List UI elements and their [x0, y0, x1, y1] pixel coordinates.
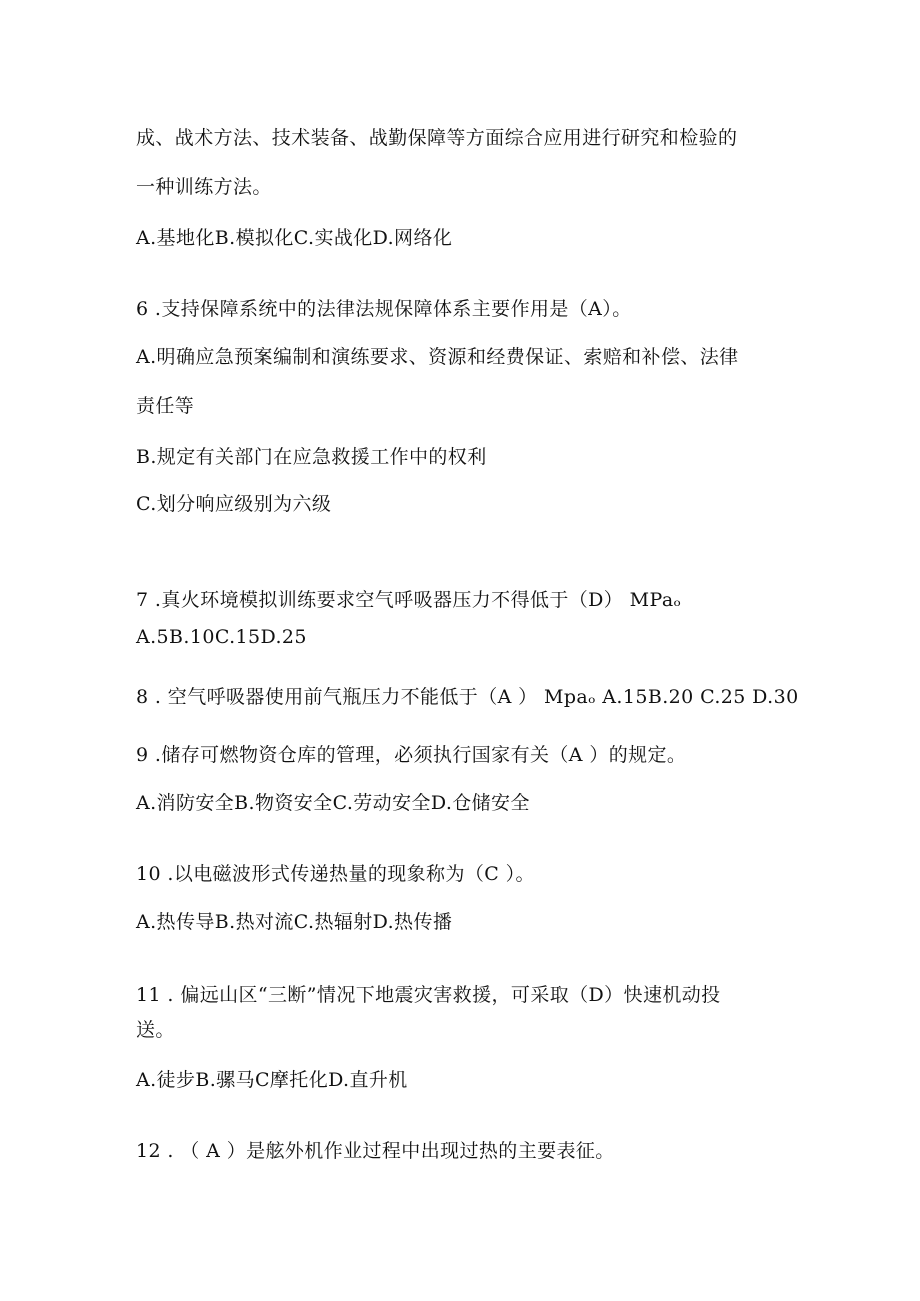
- question-5-text-line-1: 成、战术方法、技术装备、战勤保障等方面综合应用进行研究和检验的: [136, 127, 738, 149]
- question-6-option-a-line-2: 责任等: [136, 395, 195, 417]
- question-6-option-b: B.规定有关部门在应急救援工作中的权利: [136, 446, 487, 468]
- question-7-options: A.5B.10C.15D.25: [136, 626, 307, 648]
- question-5-text-line-2: 一种训练方法。: [136, 176, 272, 198]
- question-10-text: 10 .以电磁波形式传递热量的现象称为（C ）。: [136, 863, 535, 885]
- question-10-options: A.热传导B.热对流C.热辐射D.热传播: [136, 911, 453, 933]
- question-5-options: A.基地化B.模拟化C.实战化D.网络化: [136, 227, 453, 249]
- question-11-options: A.徒步B.骡马C摩托化D.直升机: [136, 1069, 408, 1091]
- question-8-text: 8 . 空气呼吸器使用前气瓶压力不能低于（A ） Mpaₒ A.15B.20 C.25 D.30: [136, 686, 799, 708]
- question-11-text-line-1: 11 . 偏远山区“三断”情况下地震灾害救援，可采取（D）快速机动投: [136, 984, 721, 1006]
- question-6-text: 6 .支持保障系统中的法律法规保障体系主要作用是（A）。: [136, 298, 632, 320]
- question-6-option-c: C.划分响应级别为六级: [136, 493, 332, 515]
- question-11-text-line-2: 送。: [136, 1019, 175, 1041]
- question-9-text: 9 .储存可燃物资仓库的管理，必须执行国家有关（A ）的规定。: [136, 744, 687, 766]
- question-7-text: 7 .真火环境模拟训练要求空气呼吸器压力不得低于（D） MPaₒ: [136, 589, 682, 611]
- question-9-options: A.消防安全B.物资安全C.劳动安全D.仓储安全: [136, 792, 530, 814]
- question-12-text: 12 . （ A ）是舷外机作业过程中出现过热的主要表征。: [136, 1140, 615, 1162]
- question-6-option-a-line-1: A.明确应急预案编制和演练要求、资源和经费保证、索赔和补偿、法律: [136, 346, 739, 368]
